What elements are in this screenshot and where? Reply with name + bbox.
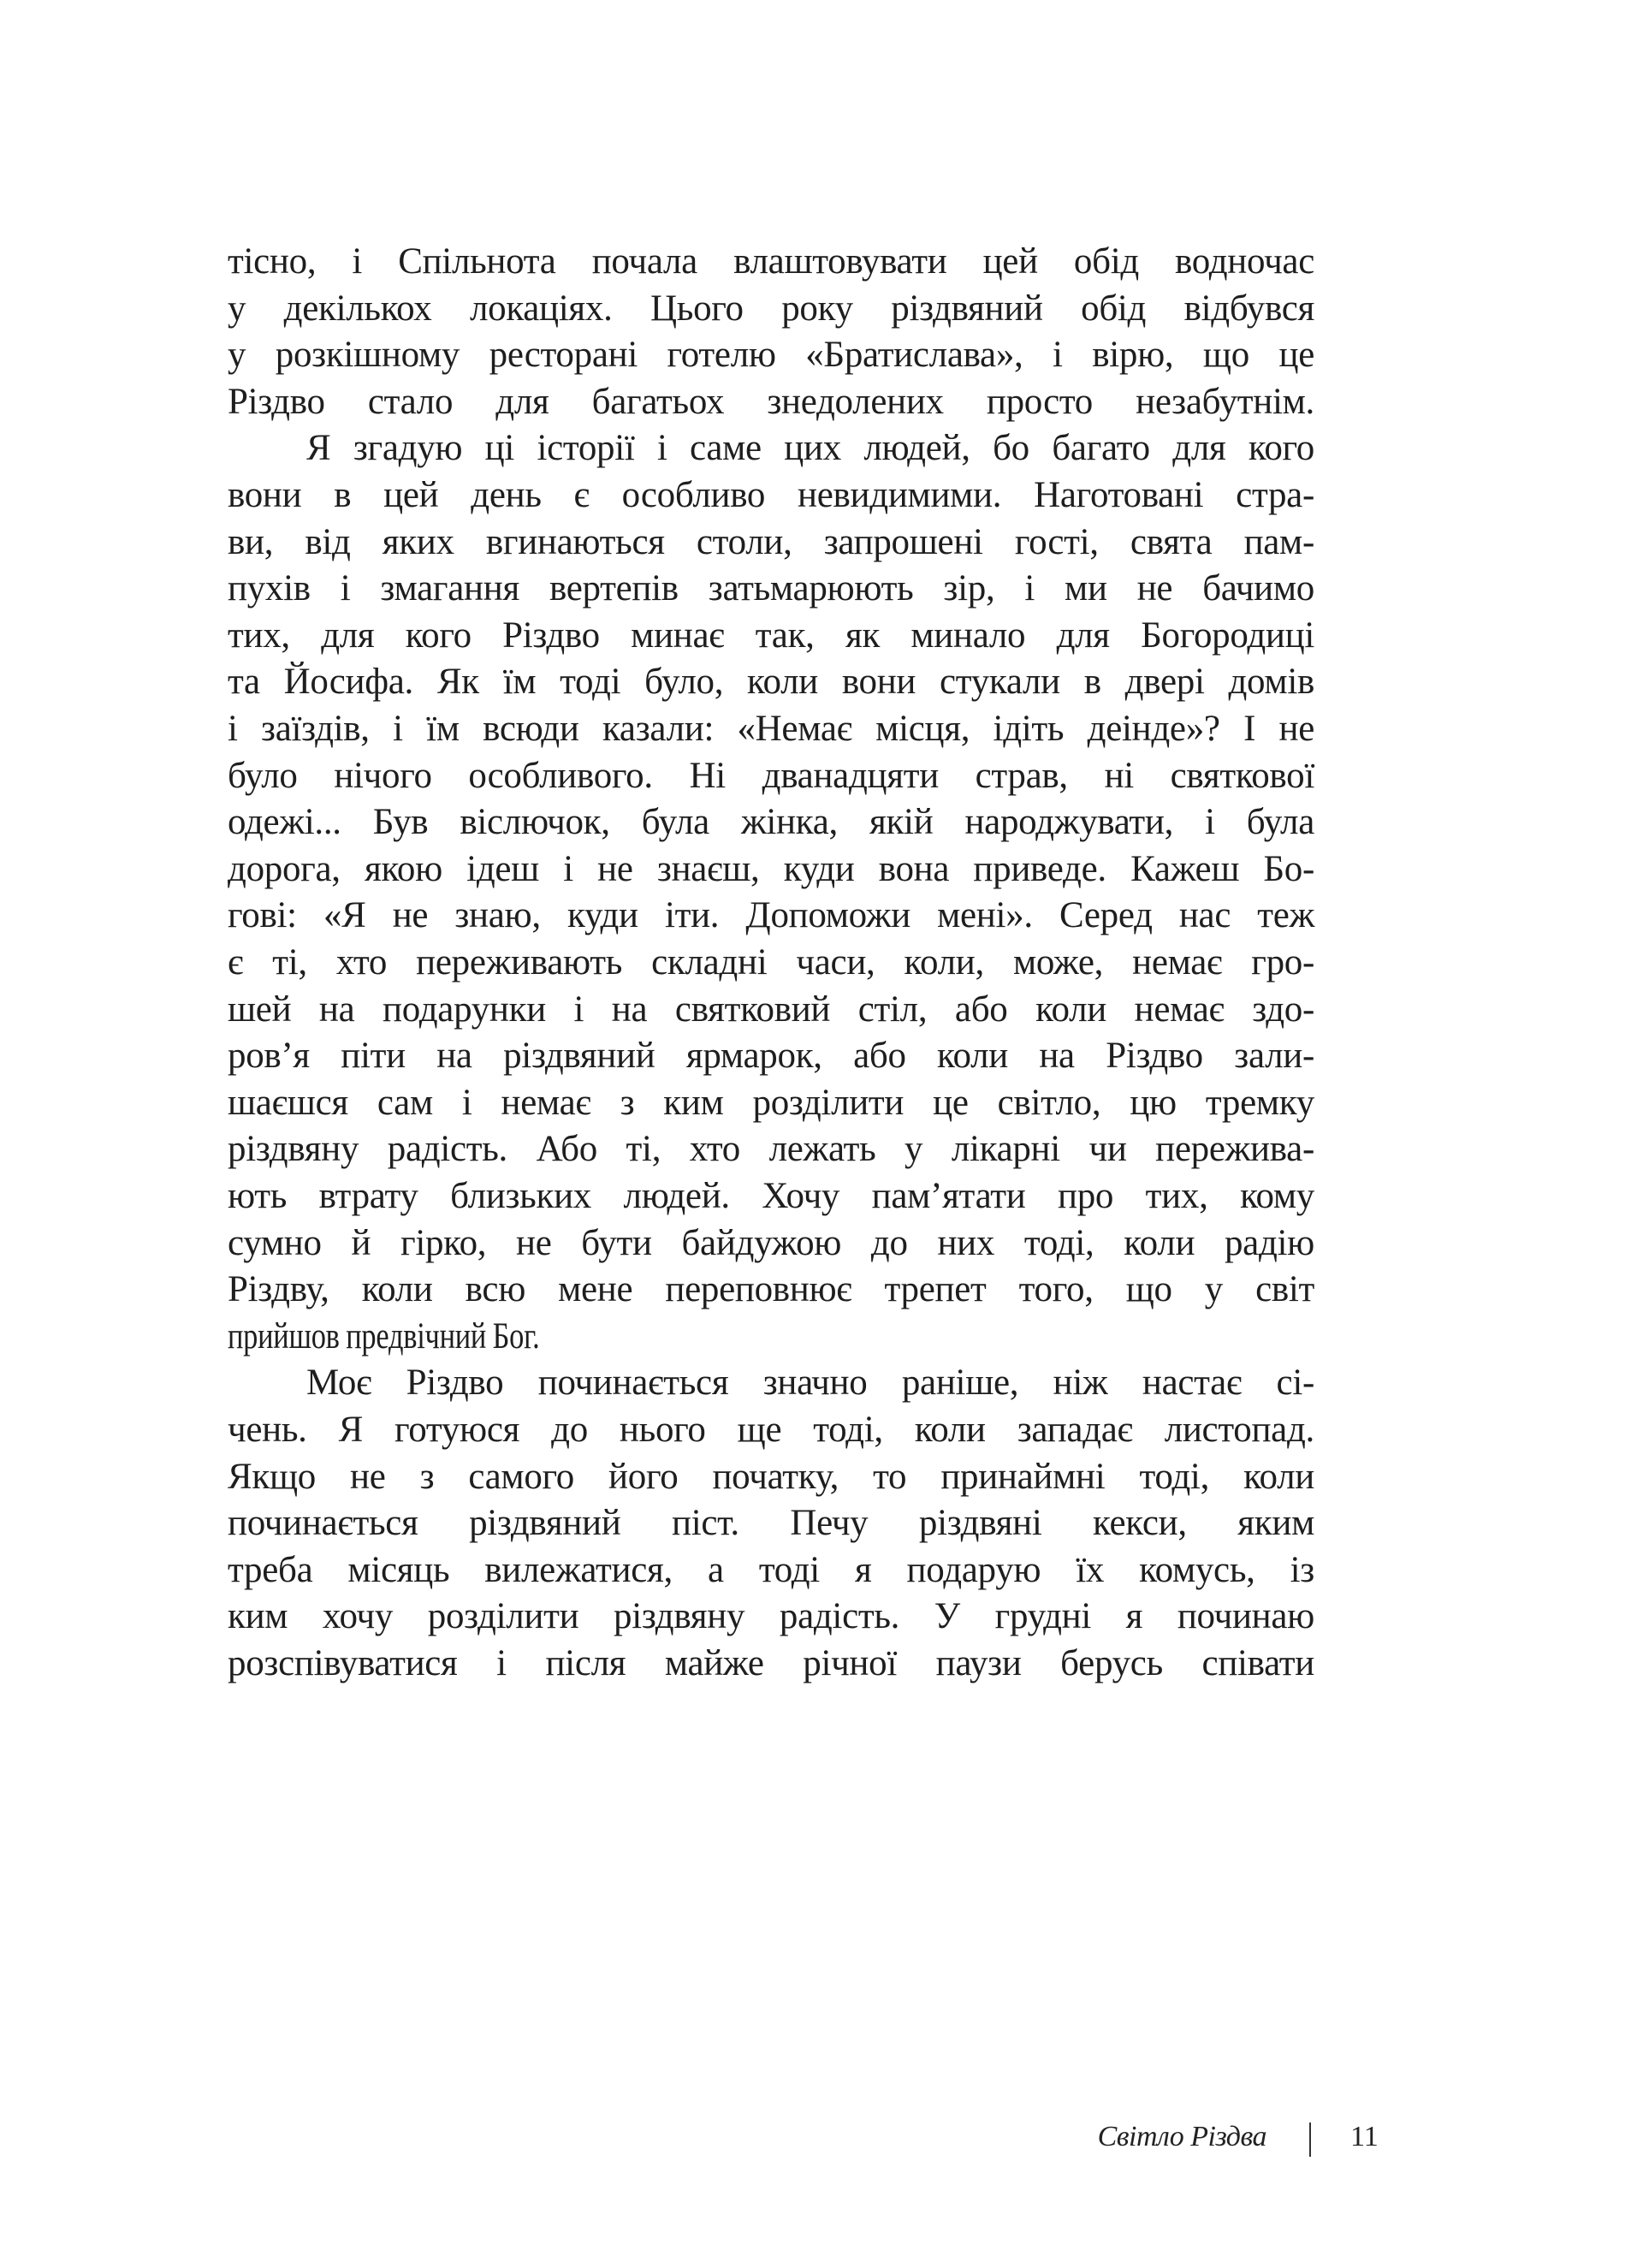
text-line: чень. Я готуюся до нього ще тоді, коли западає листопад.: [228, 1410, 1314, 1450]
text-line: у розкішному ресторані готелю «Братислава», і вірю, що це: [228, 335, 1314, 376]
text-line: ви, від яких вгинаються столи, запрошені гості, свята пам-: [228, 521, 1314, 562]
text-line: розспівуватися і після майже річної паузи берусь співати: [228, 1643, 1314, 1683]
text-line: шей на подарунки і на святковий стіл, або коли немає здо-: [228, 989, 1314, 1030]
text-line: тісно, і Спільнота почала влаштовувати цей обід водночас: [228, 241, 1314, 282]
text-line: є ті, хто переживають складні часи, коли, може, немає гро-: [228, 942, 1314, 983]
text-line: різдвяну радість. Або ті, хто лежать у лікарні чи пережива-: [228, 1129, 1314, 1170]
text-line: у декількох локаціях. Цього року різдвяний обід відбувся: [228, 288, 1314, 329]
text-line: сумно й гірко, не бути байдужою до них тоді, коли радію: [228, 1222, 1314, 1263]
text-line: одежі... Був віслючок, була жінка, якій народжувати, і була: [228, 802, 1314, 843]
text-line: Я згадую ці історії і саме цих людей, бо багато для кого: [306, 428, 1314, 469]
text-line: пухів і змагання вертепів затьмарюють зір, і ми не бачимо: [228, 568, 1314, 609]
text-line: шаєшся сам і немає з ким розділити це світло, цю тремку: [228, 1082, 1314, 1123]
text-line: і заїздів, і їм всюди казали: «Немає місця, ідіть деінде»? І не: [228, 709, 1314, 749]
text-line: Моє Різдво починається значно раніше, ніж настає сі-: [306, 1363, 1314, 1404]
text-line: гові: «Я не знаю, куди іти. Допоможи мені». Серед нас теж: [228, 895, 1314, 936]
text-line: Якщо не з самого його початку, то принаймні тоді, коли: [228, 1456, 1314, 1497]
text-line: Різдво стало для багатьох знедолених просто незабутнім.: [228, 381, 1314, 422]
text-line: тих, для кого Різдво минає так, як минало для Богородиці: [228, 614, 1314, 656]
text-line: треба місяць вилежатися, а тоді я подарую їх комусь, із: [228, 1549, 1314, 1590]
text-line: ють втрату близьких людей. Хочу пам’ятати про тих, кому: [228, 1176, 1314, 1216]
text-line: ким хочу розділити різдвяну радість. У грудні я починаю: [228, 1596, 1314, 1637]
text-line: ров’я піти на різдвяний ярмарок, або коли на Різдво зали-: [228, 1036, 1314, 1077]
text-line: вони в цей день є особливо невидимими. Наготовані стра-: [228, 475, 1314, 515]
text-line: починається різдвяний піст. Печу різдвяні кекси, яким: [228, 1503, 1314, 1544]
running-title: Світло Різдва: [1097, 2121, 1266, 2152]
text-line: та Йосифа. Як їм тоді було, коли вони стукали в двері домів: [228, 662, 1314, 703]
text-line: прийшов предвічний Бог.: [228, 1315, 540, 1357]
page-number: 11: [1350, 2121, 1379, 2152]
footer-separator: [1309, 2123, 1311, 2157]
text-line: Різдву, коли всю мене переповнює трепет того, що у світ: [228, 1269, 1314, 1310]
page-footer: [0, 2121, 1643, 2164]
text-line: дорога, якою ідеш і не знаєш, куди вона приведе. Кажеш Бо-: [228, 848, 1314, 889]
text-line: було нічого особливого. Ні дванадцяти страв, ні святкової: [228, 755, 1314, 796]
